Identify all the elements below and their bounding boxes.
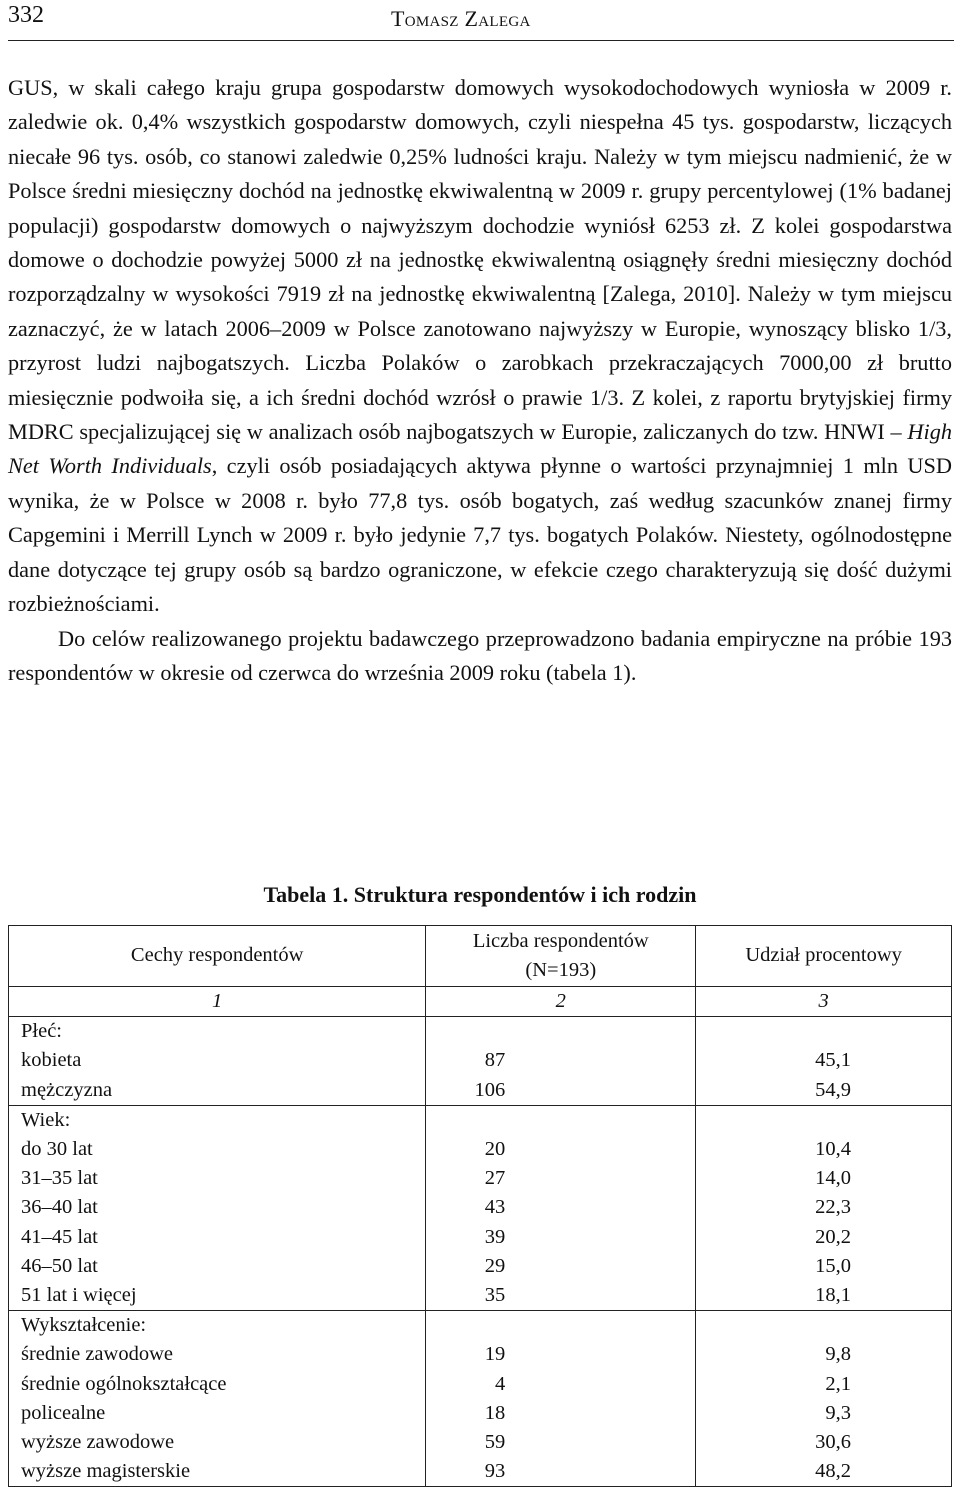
respondent-count: 106 — [426, 1076, 696, 1106]
percent-share: 54,9 — [696, 1076, 952, 1106]
respondent-count: 87 — [426, 1046, 696, 1075]
header-cell: Udział procentowy — [696, 926, 952, 987]
empty-cell — [696, 1105, 952, 1135]
empty-cell — [426, 1311, 696, 1341]
table-caption: Tabela 1. Struktura respondentów i ich rodzin — [263, 882, 697, 907]
running-head: Tomasz Zalega — [391, 6, 531, 31]
empty-cell — [426, 1017, 696, 1047]
respondent-count: 4 — [426, 1370, 696, 1399]
percent-share: 14,0 — [696, 1164, 952, 1193]
paragraph-1-text: GUS, w skali całego kraju grupa gospodarstw domowych wysokodochodowych wyniosła w 2009 r. zaledwie ok. 0,4% wszystkich gospodarstw domowych, czyli niespełna 45 tys. gospodarstw, liczących niecałe 96 tys. osób, co stanowi zaledwie 0,25% ludności kraju. Należy w tym miejscu nadmienić, że w Polsce średni miesięczny dochód na jednostkę ekwiwalentną w 2009 r. grupy percentylowej (1% badanej populacji) gospodarstw domowych o najwyższym dochodzie wyniósł 6253 zł. Z kolei gospodarstwa domowe o dochodzie powyżej 5000 zł na jednostkę ekwiwalentną osiągnęły średni miesięczny dochód rozporządzalny w wysokości 7919 zł na jednostkę ekwiwalentną [Zalega, 2010]. Należy w tym miejscu zaznaczyć, że w latach 2006–2009 w Polsce zanotowano najwyższy w Europie, wynoszący blisko 1/3, przyrost ludzi najbogatszych. Liczba Polaków o zarobkach przekraczających 7000,00 zł brutto miesięcznie podwoiła się, a ich średni dochód wzrósł o prawie 1/3. Z kolei, z raportu brytyjskiej firmy MDRC specjalizującej się w analizach osób najbogatszych w Europie, zaliczanych do tzw. HNWI – — [8, 75, 952, 445]
row-label: 41–45 lat — [9, 1223, 426, 1252]
header-cell: Liczba respondentów (N=193) — [426, 926, 696, 987]
percent-share: 9,8 — [696, 1340, 952, 1369]
table-row — [9, 1370, 952, 1399]
percent-share: 20,2 — [696, 1223, 952, 1252]
table-group-row — [9, 1105, 952, 1135]
respondent-count: 35 — [426, 1281, 696, 1311]
table-row — [9, 1223, 952, 1252]
row-label: wyższe magisterskie — [9, 1457, 426, 1487]
respondent-count: 29 — [426, 1252, 696, 1281]
percent-share: 45,1 — [696, 1046, 952, 1075]
table-group-row — [9, 1017, 952, 1047]
row-label: 51 lat i więcej — [9, 1281, 426, 1311]
table-row — [9, 1252, 952, 1281]
row-label: policealne — [9, 1399, 426, 1428]
paragraph-1-tail: , czyli osób posiadających aktywa płynne o wartości przynajmniej 1 mln USD wynika, że w Polsce w 2008 r. było 77,8 tys. osób bogatych, zaś według szacunków znanej firmy Capgemini i Merrill Lynch w 2009 r. było jedynie 7,7 tys. bogatych Polaków. Niestety, ogólnodostępne dane dotyczące tej grupy osób są bardzo ograniczone, w efekcie czego charakteryzują się dość dużymi rozbieżnościami. — [8, 453, 952, 617]
page-header — [8, 0, 954, 40]
table-group-row — [9, 1311, 952, 1341]
column-number: 1 — [9, 987, 426, 1017]
row-label: do 30 lat — [9, 1135, 426, 1164]
row-label: 36–40 lat — [9, 1193, 426, 1222]
respondent-count: 93 — [426, 1457, 696, 1487]
row-label: mężczyzna — [9, 1076, 426, 1106]
row-label: wyższe zawodowe — [9, 1428, 426, 1457]
body-text — [8, 71, 952, 690]
empty-cell — [696, 1017, 952, 1047]
table-body — [9, 1017, 952, 1487]
table-row — [9, 1457, 952, 1487]
percent-share: 48,2 — [696, 1457, 952, 1487]
paragraph-2: Do celów realizowanego projektu badawczego przeprowadzono badania empiryczne na próbie 193 respondentów w okresie od czerwca do września 2009 roku (tabela 1). — [8, 625, 952, 685]
table-row — [9, 1399, 952, 1428]
respondent-count: 27 — [426, 1164, 696, 1193]
percent-share: 10,4 — [696, 1135, 952, 1164]
table-row — [9, 1135, 952, 1164]
percent-share: 30,6 — [696, 1428, 952, 1457]
header-rule — [8, 40, 954, 41]
respondents-table — [8, 925, 952, 1487]
empty-cell — [696, 1311, 952, 1341]
row-label: 31–35 lat — [9, 1164, 426, 1193]
table-row — [9, 1428, 952, 1457]
paragraph-1 — [8, 71, 952, 622]
percent-share: 15,0 — [696, 1252, 952, 1281]
respondent-count: 43 — [426, 1193, 696, 1222]
header-cell: Cechy respondentów — [9, 926, 426, 987]
respondent-count: 59 — [426, 1428, 696, 1457]
table-row — [9, 1281, 952, 1311]
page-number: 332 — [8, 2, 44, 28]
table-row — [9, 1193, 952, 1222]
respondent-count: 18 — [426, 1399, 696, 1428]
empty-cell — [426, 1105, 696, 1135]
row-label: 46–50 lat — [9, 1252, 426, 1281]
row-label: średnie ogólnokształcące — [9, 1370, 426, 1399]
column-number: 2 — [426, 987, 696, 1017]
group-title: Wiek: — [9, 1105, 426, 1135]
group-title: Płeć: — [9, 1017, 426, 1047]
column-number: 3 — [696, 987, 952, 1017]
respondent-count: 19 — [426, 1340, 696, 1369]
table-row — [9, 1046, 952, 1075]
table-row — [9, 1340, 952, 1369]
row-label: średnie zawodowe — [9, 1340, 426, 1369]
table-row — [9, 1164, 952, 1193]
group-title: Wykształcenie: — [9, 1311, 426, 1341]
percent-share: 2,1 — [696, 1370, 952, 1399]
table-row — [9, 1076, 952, 1106]
paragraph-1-italic: High Net Worth Individuals — [8, 419, 952, 479]
respondent-count: 20 — [426, 1135, 696, 1164]
row-label: kobieta — [9, 1046, 426, 1075]
percent-share: 18,1 — [696, 1281, 952, 1311]
respondent-count: 39 — [426, 1223, 696, 1252]
percent-share: 22,3 — [696, 1193, 952, 1222]
percent-share: 9,3 — [696, 1399, 952, 1428]
